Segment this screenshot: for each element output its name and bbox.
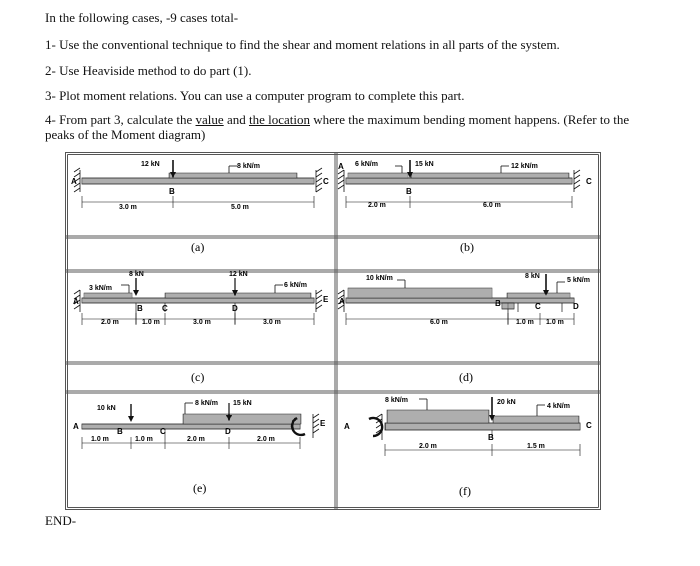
case-d-distributed-load-right xyxy=(507,293,570,298)
case-c-beam xyxy=(82,298,314,303)
case-d-caption: (d) xyxy=(459,370,473,384)
case-f-point-a: A xyxy=(344,422,350,431)
item-4-location-word: the location xyxy=(248,112,310,127)
case-a-distributed-load xyxy=(169,173,297,178)
case-e-point-d: D xyxy=(225,427,231,436)
case-c-span-3: 3.0 m xyxy=(193,319,211,326)
cases-grid xyxy=(65,152,601,510)
case-b-point-a: A xyxy=(338,162,344,171)
case-f-moment-icon xyxy=(369,418,382,436)
item-4-suffix: where the maximum bending moment happens. (Refer to the xyxy=(309,112,630,127)
case-f-caption: (f) xyxy=(459,484,471,498)
case-d-point-b: B xyxy=(495,299,501,308)
item-2: 2- Use Heaviside method to do part (1). xyxy=(45,63,252,78)
item-4-value-word: value xyxy=(195,112,224,127)
case-c-point-b: B xyxy=(137,304,143,313)
case-a-fixed-support-right xyxy=(316,168,322,192)
case-c-point-d: D xyxy=(232,304,238,313)
case-d-point-c: C xyxy=(535,302,541,311)
case-e-span-4: 2.0 m xyxy=(257,436,275,443)
case-a-load-1: 12 kN xyxy=(141,161,160,168)
case-b-span-2: 6.0 m xyxy=(483,202,501,209)
case-e-diagram xyxy=(73,400,326,495)
case-f-load-1: 8 kN/m xyxy=(385,397,408,404)
item-1: 1- Use the conventional technique to find the shear and moment relations in all parts of the system. xyxy=(45,37,560,52)
case-e-fixed-support-right xyxy=(313,414,319,438)
case-e-span-3: 2.0 m xyxy=(187,436,205,443)
case-a-point-b: B xyxy=(169,187,175,196)
case-e-load-1: 10 kN xyxy=(97,405,116,412)
case-a-beam xyxy=(82,178,314,184)
case-a-point-c: C xyxy=(323,177,329,186)
case-e-point-b: B xyxy=(117,427,123,436)
item-4-line-2: peaks of the Moment diagram) xyxy=(45,127,206,142)
case-c-load-1: 8 kN xyxy=(129,271,144,278)
case-e-load-3: 15 kN xyxy=(233,400,252,407)
case-e-span-1: 1.0 m xyxy=(91,436,109,443)
case-d-span-2: 1.0 m xyxy=(516,319,534,326)
case-c-span-4: 3.0 m xyxy=(263,319,281,326)
case-b-beam xyxy=(346,178,572,184)
case-f-load-2: 20 kN xyxy=(497,399,516,406)
case-a-point-a: A xyxy=(71,177,77,186)
case-c-span-2: 1.0 m xyxy=(142,319,160,326)
case-e-span-2: 1.0 m xyxy=(135,436,153,443)
case-f-distributed-load-left xyxy=(387,410,489,423)
case-f-load-3: 4 kN/m xyxy=(547,403,570,410)
end-text: END- xyxy=(45,513,77,528)
case-c-load-3: 12 kN xyxy=(229,271,248,278)
case-a-load-2: 8 kN/m xyxy=(237,163,260,170)
case-b-fixed-support-left xyxy=(338,170,344,192)
case-a-span-1: 3.0 m xyxy=(119,204,137,211)
case-b-diagram xyxy=(338,160,592,254)
case-c-load-2: 3 kN/m xyxy=(89,285,112,292)
item-3: 3- Plot moment relations. You can use a computer program to complete this part. xyxy=(45,88,465,103)
case-b-fixed-support-right xyxy=(574,170,580,192)
case-e-point-c: C xyxy=(160,427,166,436)
case-f-span-2: 1.5 m xyxy=(527,443,545,450)
case-c-point-a: A xyxy=(73,297,79,306)
case-d-distributed-load-left xyxy=(348,288,492,298)
case-b-load-3: 12 kN/m xyxy=(511,163,538,170)
case-f-point-c: C xyxy=(586,421,592,430)
case-c-diagram xyxy=(73,271,329,384)
case-d-load-1: 10 kN/m xyxy=(366,275,393,282)
case-c-distributed-load-right xyxy=(165,293,311,298)
case-e-distributed-load xyxy=(183,414,301,424)
case-c-caption: (c) xyxy=(191,370,205,384)
case-d-point-d: D xyxy=(573,302,579,311)
item-4 xyxy=(45,112,629,128)
case-a-diagram xyxy=(71,160,329,254)
case-d-point-a: A xyxy=(339,297,345,306)
case-b-point-b: B xyxy=(406,187,412,196)
item-4-prefix: 4- From part 3, calculate the xyxy=(45,112,196,127)
case-e-point-a: A xyxy=(73,422,79,431)
case-b-point-c: C xyxy=(586,177,592,186)
case-b-distributed-load-left xyxy=(348,173,408,178)
case-b-load-1: 6 kN/m xyxy=(355,161,378,168)
case-b-caption: (b) xyxy=(460,240,474,254)
case-f-distributed-load-right xyxy=(493,416,579,423)
case-a-caption: (a) xyxy=(191,240,205,254)
case-c-load-4: 6 kN/m xyxy=(284,282,307,289)
case-d-load-3: 5 kN/m xyxy=(567,277,590,284)
cases-figure xyxy=(65,152,601,510)
case-c-point-c: C xyxy=(162,304,168,313)
case-f-point-b: B xyxy=(488,433,494,442)
case-d-diagram xyxy=(338,273,590,384)
case-a-span-2: 5.0 m xyxy=(231,204,249,211)
case-f-beam xyxy=(385,423,580,430)
case-e-load-2: 8 kN/m xyxy=(195,400,218,407)
case-e-beam xyxy=(82,424,300,429)
case-e-caption: (e) xyxy=(193,481,207,495)
intro-text: In the following cases, -9 cases total- xyxy=(45,10,239,25)
case-c-point-e: E xyxy=(323,295,329,304)
case-c-span-1: 2.0 m xyxy=(101,319,119,326)
case-d-load-2: 8 kN xyxy=(525,273,540,280)
case-d-span-1: 6.0 m xyxy=(430,319,448,326)
case-b-load-2: 15 kN xyxy=(415,161,434,168)
grid-lines xyxy=(65,152,601,510)
case-c-distributed-load-left xyxy=(84,293,132,298)
case-f-diagram xyxy=(344,397,592,498)
case-d-span-3: 1.0 m xyxy=(546,319,564,326)
case-b-distributed-load-right xyxy=(411,173,569,178)
case-e-point-e: E xyxy=(320,419,326,428)
case-b-span-1: 2.0 m xyxy=(368,202,386,209)
case-f-span-1: 2.0 m xyxy=(419,443,437,450)
case-c-fixed-support-right xyxy=(316,290,322,312)
item-4-mid: and xyxy=(223,112,249,127)
